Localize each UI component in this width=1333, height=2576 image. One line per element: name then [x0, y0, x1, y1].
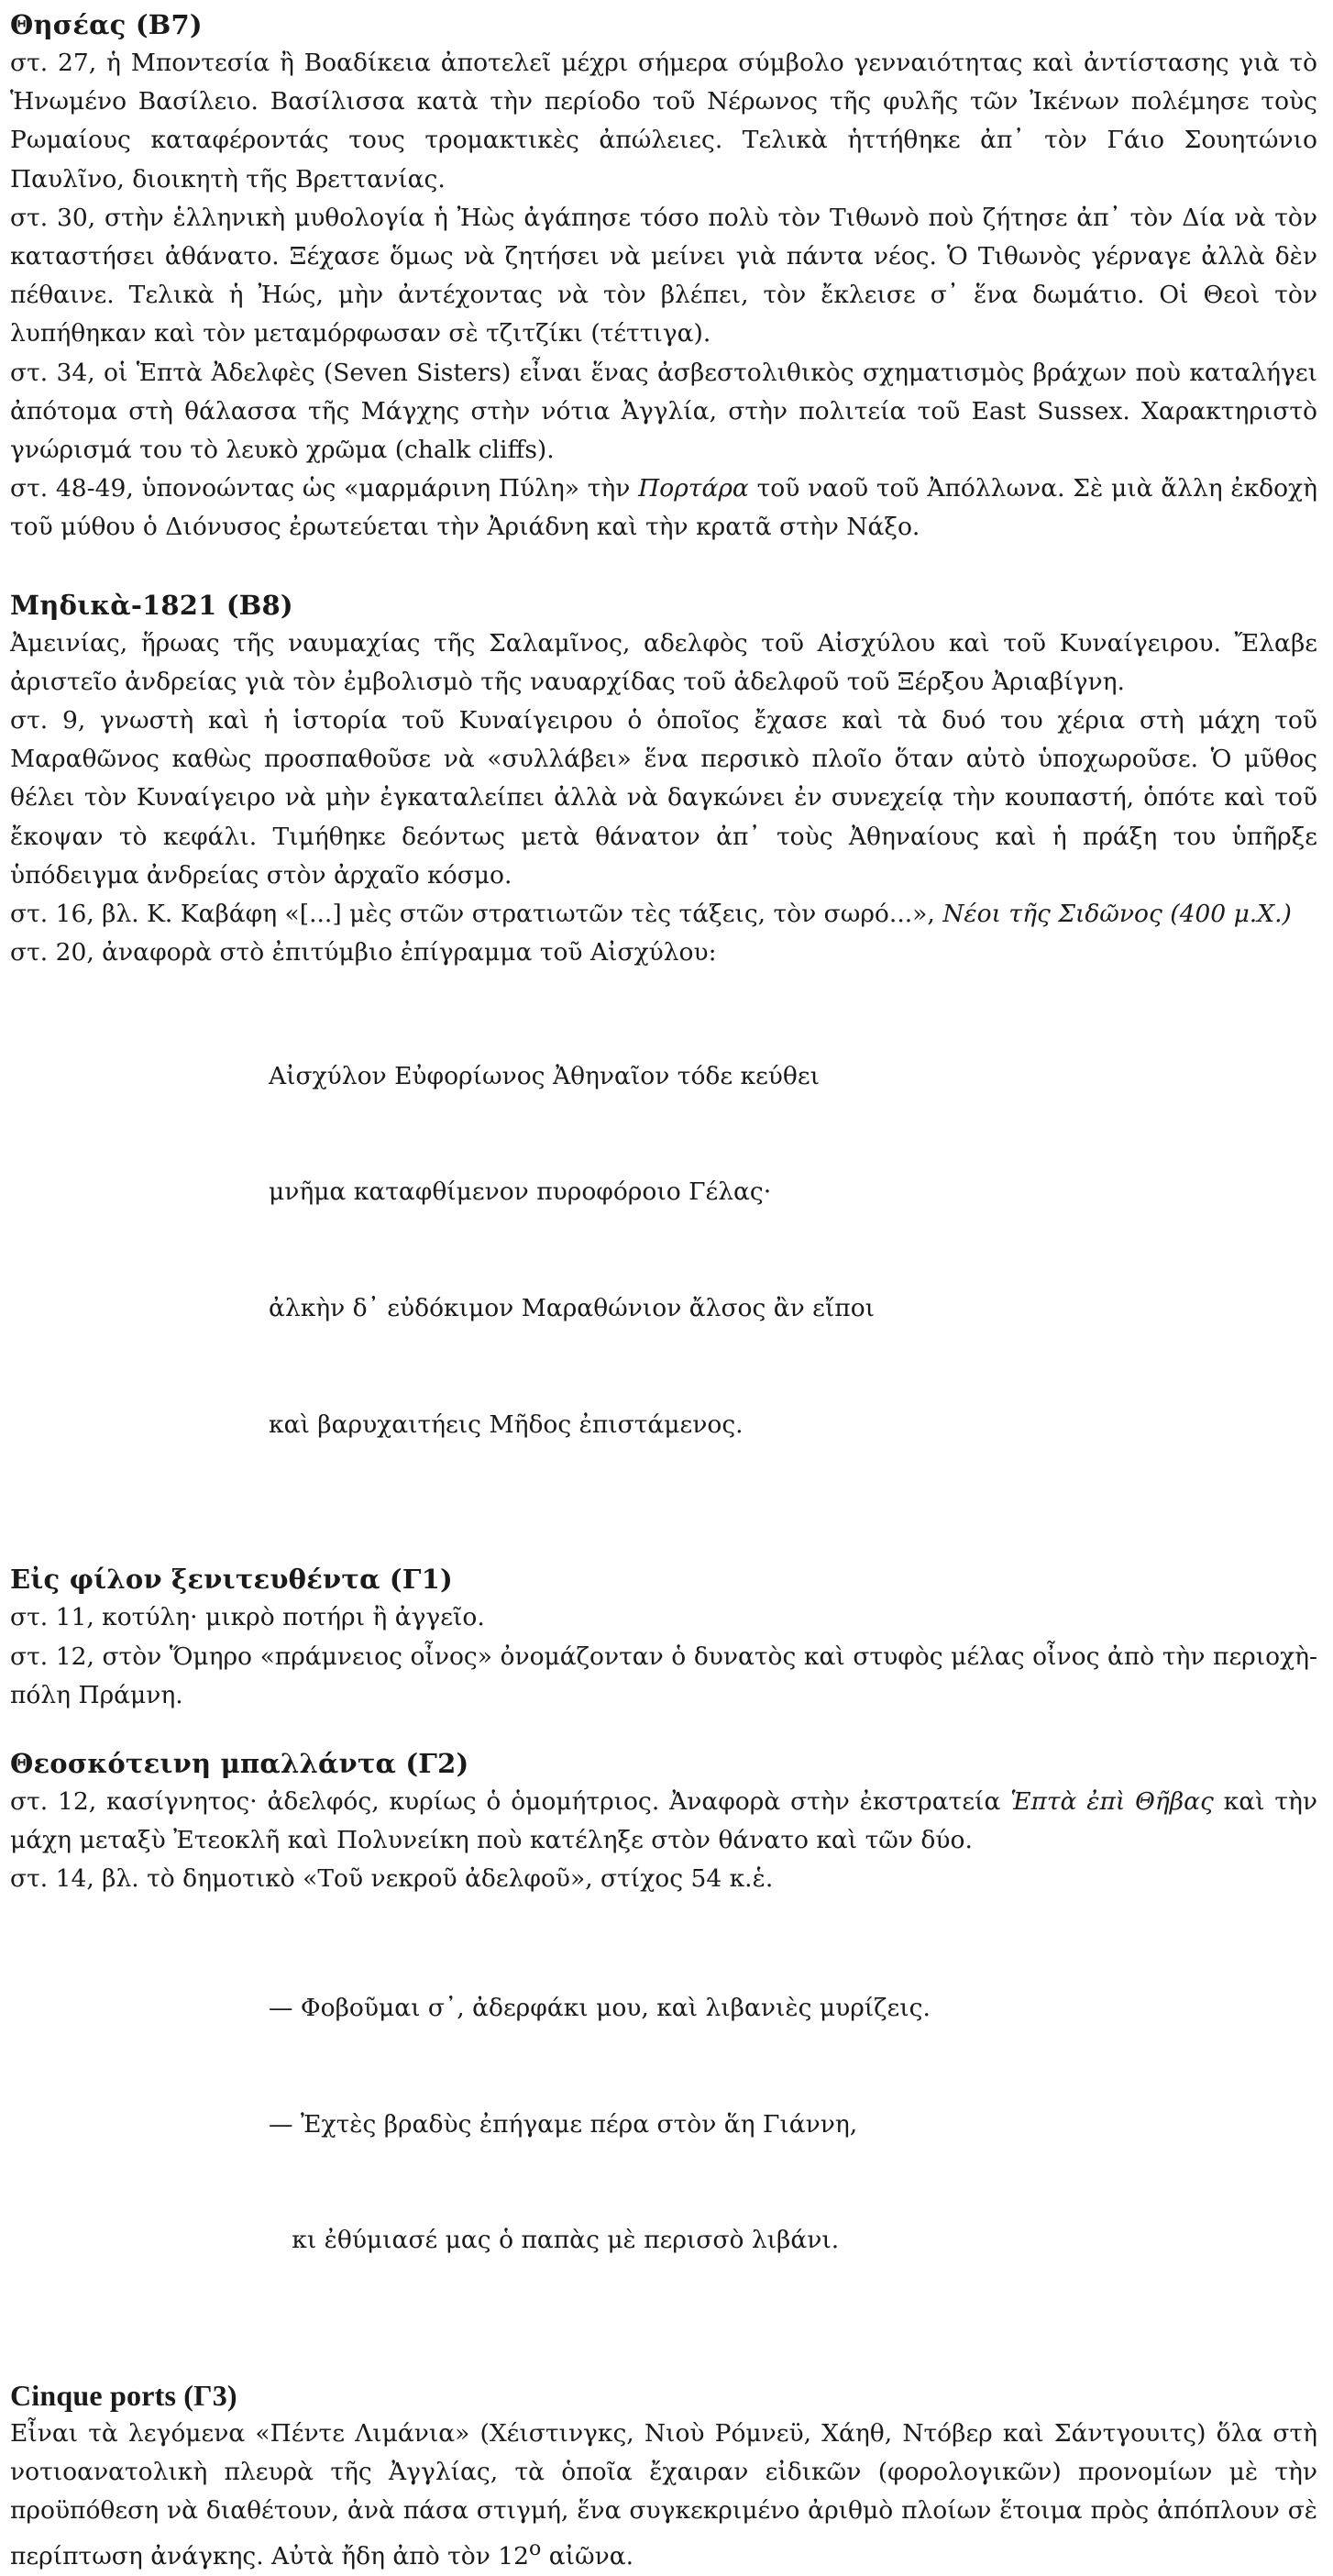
note-paragraph: [10, 1783, 1317, 1860]
section-midika: [10, 586, 1317, 1531]
section-title: Θησέας (Β7): [10, 9, 203, 40]
section-title: Εἰς φίλον ξενιτευθέντα (Γ1): [10, 1564, 453, 1596]
note-paragraph: στ. 30, στὴν ἑλληνικὴ μυθολογία ἡ Ἠὼς ἀγάπησε τόσο πολὺ τὸν Τιθωνὸ ποὺ ζήτησε ἀπ᾽ τὸν Δία νὰ τὸν καταστήσει ἀθάνατο. Ξέχασε ὅμως νὰ ζητήσει νὰ μείνει γιὰ πάντα νέος. Ὁ Τιθωνὸς γέρναγε ἀλλὰ δὲν πέθαινε. Τελικὰ ἡ Ἠώς, μὴν ἀντέχοντας νὰ τὸν βλέπει, τὸν ἔκλεισε σ᾽ ἕνα δωμάτιο. Οἱ Θεοὶ τὸν λυπήθηκαν καὶ τὸν μεταμόρφωσαν σὲ τζιτζίκι (τέττιγα).: [10, 203, 1317, 348]
note-paragraph: [10, 895, 1317, 934]
text-run: αἰῶνα.: [541, 2542, 634, 2571]
folk-song-verse: [10, 1899, 1317, 2347]
note-paragraph: στ. 11, κοτύλη· μικρὸ ποτήρι ἢ ἀγγεῖο.: [10, 1603, 485, 1632]
section-eis-filon: [10, 1560, 1317, 1715]
section-gap: [10, 2347, 1317, 2376]
italic-text: Πορτάρα: [638, 474, 749, 503]
note-paragraph: στ. 20, ἀναφορὰ στὸ ἐπιτύμβιο ἐπίγραμμα τοῦ Αἰσχύλου:: [10, 938, 717, 967]
verse-line: — Φοβοῦμαι σ᾽, ἀδερφάκι μου, καὶ λιβανιὲς μυρίζεις.: [269, 1993, 931, 2022]
note-paragraph: [10, 470, 1317, 547]
italic-text: Νέοι τῆς Σιδῶνος (400 μ.Χ.): [942, 900, 1292, 929]
text-run: καὶ τὴν μάχη μεταξὺ Ἐτεοκλῆ καὶ Πολυνείκη ποὺ κατέληξε στὸν θάνατο καὶ τῶν δύο.: [10, 1786, 1318, 1855]
verse-line: ἀλκὴν δ᾽ εὐδόκιμον Μαραθώνιον ἄλσος ἂν εἴποι: [269, 1294, 876, 1323]
section-title: Μηδικὰ-1821 (Β8): [10, 589, 293, 621]
verse-line: Αἰσχύλον Εὐφορίωνος Ἀθηναῖον τόδε κεύθει: [269, 1061, 820, 1090]
section-title: Θεοσκότεινη μπαλλάντα (Γ2): [10, 1747, 469, 1779]
section-gap: [10, 1715, 1317, 1744]
note-paragraph: [10, 2415, 1317, 2576]
section-title: Cinque ports (Γ3): [10, 2378, 237, 2412]
epigram-verse: [10, 972, 1317, 1531]
italic-text: Ἑπτὰ ἐπὶ Θῆβας: [1010, 1786, 1214, 1816]
section-theseas: [10, 6, 1317, 547]
superscript-text: ο: [528, 2537, 542, 2561]
text-run: στ. 48-49, ὑπονοώντας ὡς «μαρμάρινη Πύλη» τὴν: [10, 474, 639, 503]
verse-line: μνῆμα καταφθίμενον πυροφόροιο Γέλας·: [269, 1177, 772, 1207]
text-run: τοῦ ναοῦ τοῦ Ἀπόλλωνα. Σὲ μιὰ ἄλλη ἐκδοχὴ τοῦ μύθου ὁ Διόνυσος ἐρωτεύεται τὴν Ἀριάδνη καὶ τὴν κρατᾶ στὴν Νάξο.: [10, 474, 1317, 542]
section-gap: [10, 547, 1317, 586]
note-paragraph: στ. 27, ἡ Μποντεσία ἢ Βοαδίκεια ἀποτελεῖ μέχρι σήμερα σύμβολο γενναιότητας καὶ ἀντίστασης γιὰ τὸ Ἡνωμένο Βασίλειο. Βασίλισσα κατὰ τὴν περίοδο τοῦ Νέρωνος τῆς φυλῆς τῶν Ἰκένων πολέμησε τοὺς Ρωμαίους καταφέροντάς τους τρομακτικὲς ἀπώλειες. Τελικὰ ἡττήθηκε ἀπ᾽ τὸν Γάιο Σουητώνιο Παυλῖνο, διοικητὴ τῆς Βρεττανίας.: [10, 49, 1317, 193]
note-paragraph: στ. 12, στὸν Ὅμηρο «πράμνειος οἶνος» ὀνομάζονταν ὁ δυνατὸς καὶ στυφὸς μέλας οἶνος ἀπὸ τὴν περιοχὴ-πόλη Πράμνη.: [10, 1642, 1317, 1709]
text-run: Εἶναι τὰ λεγόμενα «Πέντε Λιμάνια» (Χέιστινγκς, Νιοὺ Ρόμνεϋ, Χάηθ, Ντόβερ καὶ Σάντγουιτς) ὅλα στὴ νοτιοανατολικὴ πλευρὰ τῆς Ἀγγλίας, τὰ ὁποῖα ἔχαιραν εἰδικῶν (φορολογικῶν) προνομίων μὲ τὴν προϋπόθεση νὰ διαθέτουν, ἀνὰ πάσα στιγμή, ἕνα συγκεκριμένο ἀριθμὸ πλοίων ἕτοιμα πρὸς ἀπόπλουν σὲ περίπτωση ἀνάγκης. Αὐτὰ ἤδη ἀπὸ τὸν 12: [10, 2418, 1317, 2571]
verse-line: — Ἐχτὲς βραδὺς ἐπήγαμε πέρα στὸν ἅη Γιάννη,: [269, 2109, 858, 2139]
verse-line: κι ἐθύμιασέ μας ὁ παπὰς μὲ περισσὸ λιβάνι.: [269, 2226, 840, 2255]
section-gap: [10, 1531, 1317, 1560]
text-run: στ. 12, κασίγνητος· ἀδελφός, κυρίως ὁ ὁμομήτριος. Ἀναφορὰ στὴν ἐκστρατεία: [10, 1786, 1011, 1816]
section-theoskoteini: [10, 1744, 1317, 2347]
verse-line: καὶ βαρυχαιτήεις Μῆδος ἐπιστάμενος.: [269, 1410, 744, 1439]
text-run: στ. 16, βλ. Κ. Καβάφη «[...] μὲς στῶν στρατιωτῶν τὲς τάξεις, τὸν σωρό...»,: [10, 900, 943, 929]
notes-page: [10, 6, 1317, 2576]
note-paragraph: στ. 9, γνωστὴ καὶ ἡ ἱστορία τοῦ Κυναίγειρου ὁ ὁποῖος ἔχασε καὶ τὰ δυό του χέρια στὴ μάχη τοῦ Μαραθῶνος καθὼς προσπαθοῦσε νὰ «συλλάβει» ἕνα περσικὸ πλοῖο ὅταν αὐτὸ ὑποχωροῦσε. Ὁ μῦθος θέλει τὸν Κυναίγειρο νὰ μὴν ἐγκαταλείπει ἀλλὰ νὰ δαγκώνει ἐν συνεχείᾳ τὴν κουπαστή, ὁπότε καὶ τοῦ ἔκοψαν τὸ κεφάλι. Τιμήθηκε δεόντως μετὰ θάνατον ἀπ᾽ τοὺς Ἀθηναίους καὶ ἡ πράξη του ὑπῆρξε ὑπόδειγμα ἀνδρείας στὸν ἀρχαῖο κόσμο.: [10, 706, 1317, 890]
note-paragraph: στ. 34, οἱ Ἑπτὰ Ἀδελφὲς (Seven Sisters) εἶναι ἕνας ἀσβεστολιθικὸς σχηματισμὸς βράχων ποὺ καταλήγει ἀπότομα στὴ θάλασσα τῆς Μάγχης στὴν νότια Ἀγγλία, στὴν πολιτεία τοῦ East Sussex. Χαρακτηριστὸ γνώρισμά του τὸ λευκὸ χρῶμα (chalk cliffs).: [10, 358, 1317, 465]
note-paragraph: Ἀμεινίας, ἥρωας τῆς ναυμαχίας τῆς Σαλαμῖνος, αδελφὸς τοῦ Αἰσχύλου καὶ τοῦ Κυναίγειρου. Ἔλαβε ἀριστεῖο ἀνδρείας γιὰ τὸν ἐμβολισμὸ τῆς ναυαρχίδας τοῦ ἀδελφοῦ τοῦ Ξέρξου Ἀριαβίγνη.: [10, 628, 1317, 696]
note-paragraph: στ. 14, βλ. τὸ δημοτικὸ «Τοῦ νεκροῦ ἀδελφοῦ», στίχος 54 κ.ἑ.: [10, 1864, 774, 1894]
section-cinque-ports: [10, 2376, 1317, 2576]
